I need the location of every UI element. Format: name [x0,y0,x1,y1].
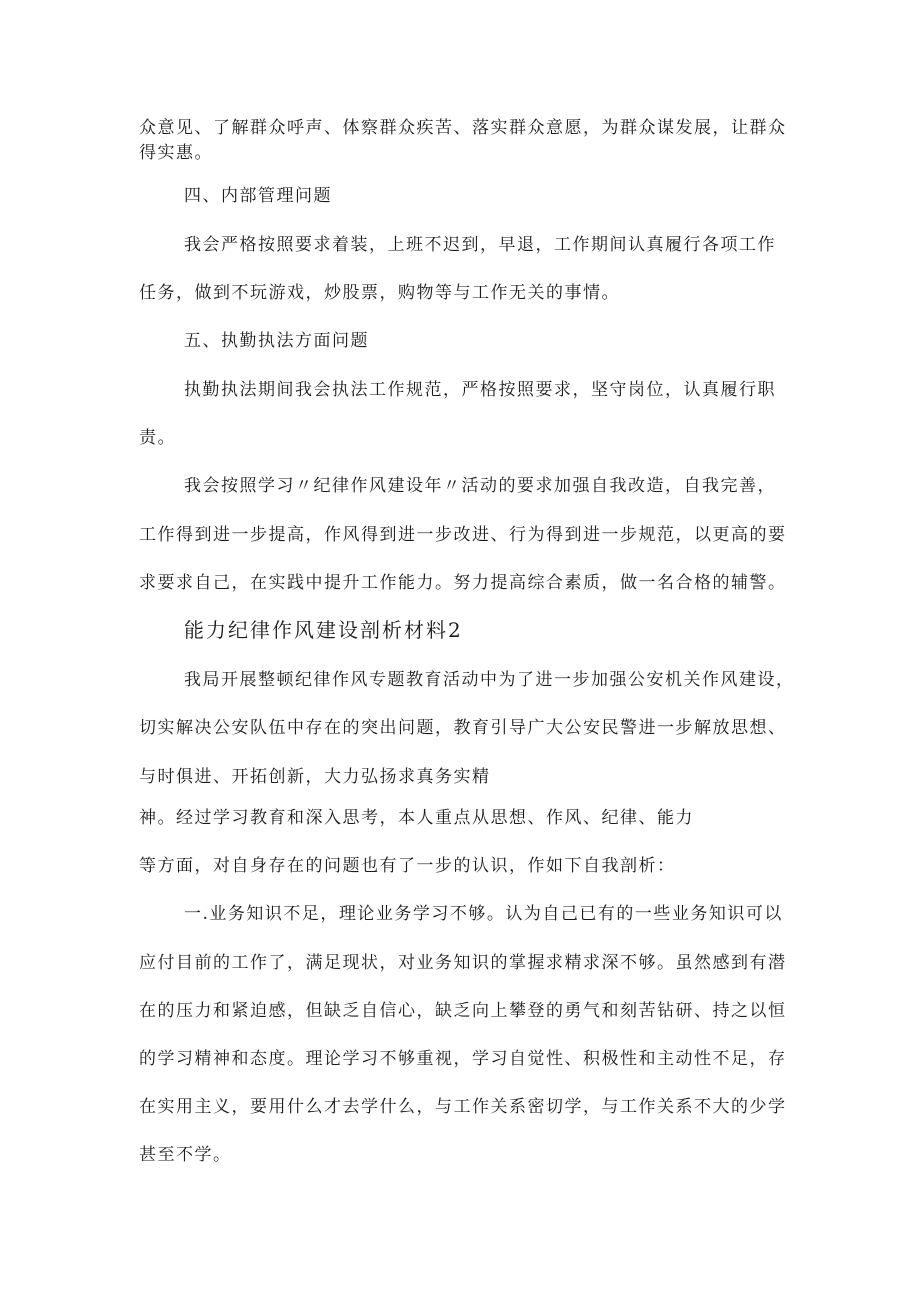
document-title: 能力纪律作风建设剖析材料2 [184,618,463,642]
paragraph-line: 责。 [139,428,176,448]
paragraph-line: 的学习精神和态度。理论学习不够重视，学习自觉性、积极性和主动性不足，存 [139,1049,787,1069]
paragraph-line: 执勤执法期间我会执法工作规范，严格按照要求，坚守岗位，认真履行职 [184,380,776,400]
paragraph-line: 一.业务知识不足，理论业务学习不够。认为自己已有的一些业务知识可以 [184,904,783,924]
paragraph-line: 众意见、了解群众呼声、体察群众疾苦、落实群众意愿，为群众谋发展，让群众 [139,118,787,138]
paragraph-line: 切实解决公安队伍中存在的突出问题，教育引导广大公安民警进一步解放思想、 [139,718,787,738]
paragraph-line: 我会严格按照要求着装，上班不迟到，早退，工作期间认真履行各项工作 [184,235,776,255]
paragraph-line: 甚至不学。 [139,1145,232,1165]
paragraph-line: 得实惠。 [139,143,213,163]
paragraph-line: 等方面，对自身存在的问题也有了一步的认识，作如下自我剖析： [139,856,676,876]
paragraph-line: 神。经过学习教育和深入思考，本人重点从思想、作风、纪律、能力 [139,808,694,828]
paragraph-line: 任务，做到不玩游戏，炒股票，购物等与工作无关的事情。 [139,283,620,303]
paragraph-line: 我会按照学习〃纪律作风建设年〃活动的要求加强自我改造，自我完善， [184,476,776,496]
paragraph-line: 求要求自己，在实践中提升工作能力。努力提高综合素质，做一名合格的辅警。 [139,573,787,593]
paragraph-line: 我局开展整顿纪律作风专题教育活动中为了进一步加强公安机关作风建设， [184,670,795,690]
paragraph-line: 在的压力和紧迫感，但缺乏自信心，缺乏向上攀登的勇气和刻苦钻研、持之以恒 [139,1001,787,1021]
section-heading-law-enforcement: 五、执勤执法方面问题 [184,331,369,351]
paragraph-line: 与时俱进、开拓创新，大力弘扬求真务实精 [139,767,491,787]
paragraph-line: 应付目前的工作了，满足现状，对业务知识的掌握求精求深不够。虽然感到有潜 [139,953,787,973]
paragraph-line: 工作得到进一步提高，作风得到进一步改进、行为得到进一步规范，以更高的要 [139,525,787,545]
paragraph-line: 在实用主义，要用什么才去学什么，与工作关系密切学，与工作关系不大的少学 [139,1097,787,1117]
section-heading-internal-management: 四、内部管理问题 [184,186,332,206]
